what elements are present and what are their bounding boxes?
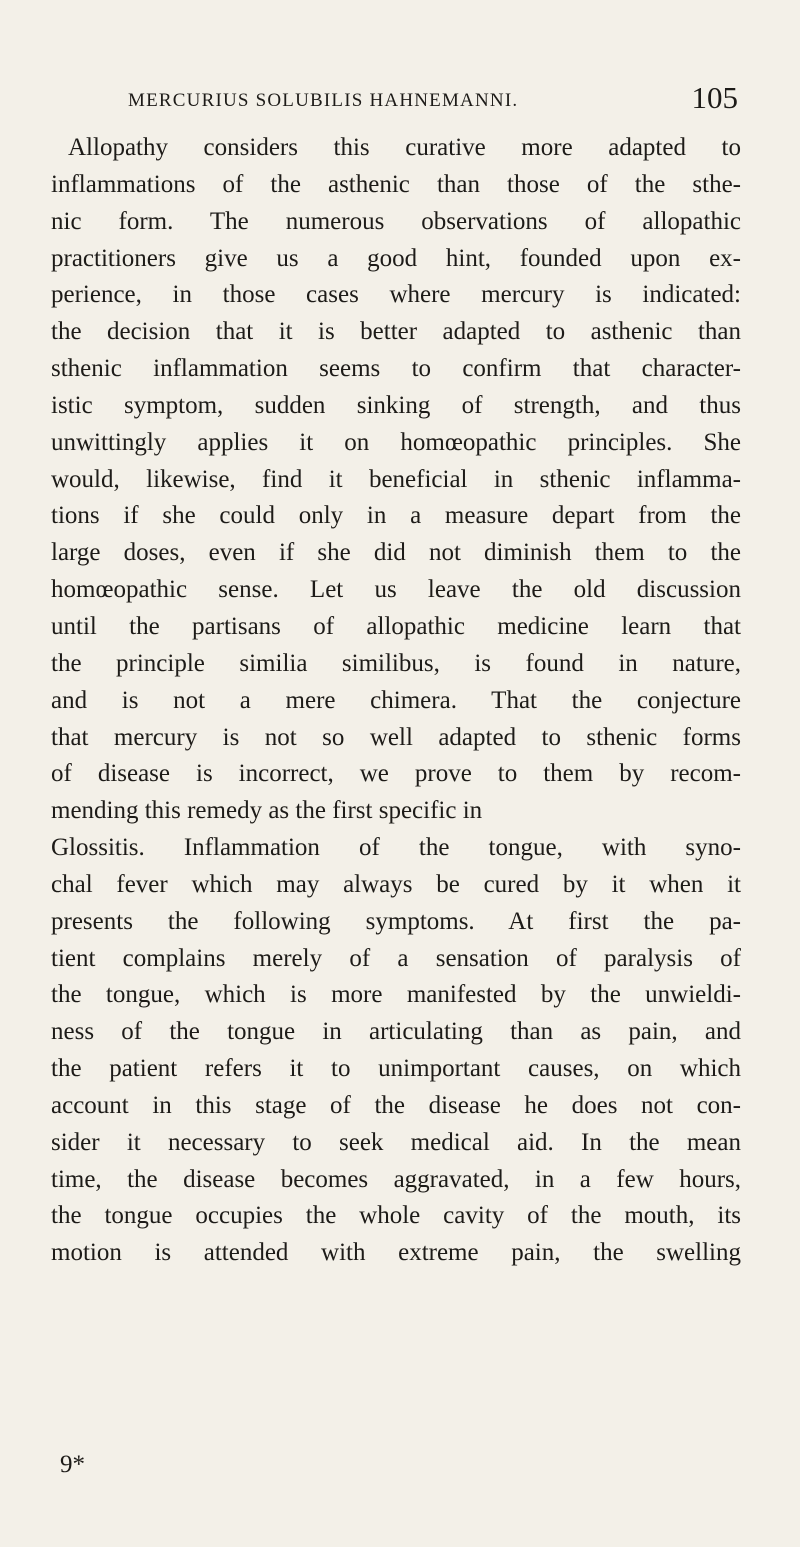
text-line: presents the following symptoms. At first the pa- [51, 907, 741, 935]
text-line: time, the disease becomes aggravated, in a few hours, [51, 1165, 741, 1193]
text-line: sider it necessary to seek medical aid. In the mean [51, 1128, 741, 1156]
text-line: tions if she could only in a measure depart from the [51, 502, 741, 530]
body-text [51, 130, 741, 1272]
text-line: the patient refers it to unimportant causes, on which [51, 1055, 741, 1083]
text-line: Allopathy considers this curative more adapted to [68, 134, 741, 161]
text-line: until the partisans of allopathic medicine learn that [51, 612, 741, 640]
page-number: 105 [691, 80, 738, 115]
text-line: chal fever which may always be cured by it when it [51, 870, 741, 898]
text-line: mending this remedy as the first specific in [51, 797, 483, 825]
text-line: ness of the tongue in articulating than as pain, and [51, 1018, 741, 1046]
text-line: sthenic inflammation seems to confirm that character- [51, 355, 741, 383]
text-line: account in this stage of the disease he does not con- [51, 1091, 741, 1119]
text-line: the tongue, which is more manifested by the unwieldi- [51, 981, 741, 1009]
text-line: practitioners give us a good hint, founded upon ex- [51, 244, 741, 272]
text-line: that mercury is not so well adapted to sthenic forms [51, 723, 741, 751]
text-line: Glossitis. Inflammation of the tongue, with syno- [51, 834, 741, 862]
text-line: motion is attended with extreme pain, the swelling [51, 1239, 741, 1267]
text-line: would, likewise, find it beneficial in sthenic inflamma- [51, 465, 741, 493]
text-line: homœopathic sense. Let us leave the old discussion [51, 576, 741, 604]
text-line: unwittingly applies it on homœopathic principles. She [51, 428, 741, 456]
text-line: inflammations of the asthenic than those of the sthe- [51, 170, 741, 198]
text-line: perience, in those cases where mercury is indicated: [51, 281, 741, 309]
text-line: the tongue occupies the whole cavity of the mouth, its [51, 1202, 741, 1230]
text-line: the decision that it is better adapted to asthenic than [51, 318, 741, 346]
running-title: MERCURIUS SOLUBILIS HAHNEMANNI. [128, 90, 519, 111]
text-line: the principle similia similibus, is found in nature, [51, 649, 741, 677]
text-line: and is not a mere chimera. That the conjecture [51, 686, 741, 714]
signature-mark: 9* [60, 1451, 85, 1478]
text-line: nic form. The numerous observations of allopathic [51, 207, 741, 235]
running-head [128, 80, 738, 122]
text-line: large doses, even if she did not diminish them to the [51, 539, 741, 567]
text-line: istic symptom, sudden sinking of strength, and thus [51, 391, 741, 419]
text-line: tient complains merely of a sensation of paralysis of [51, 944, 741, 972]
text-line: of disease is incorrect, we prove to them by recom- [51, 760, 741, 788]
